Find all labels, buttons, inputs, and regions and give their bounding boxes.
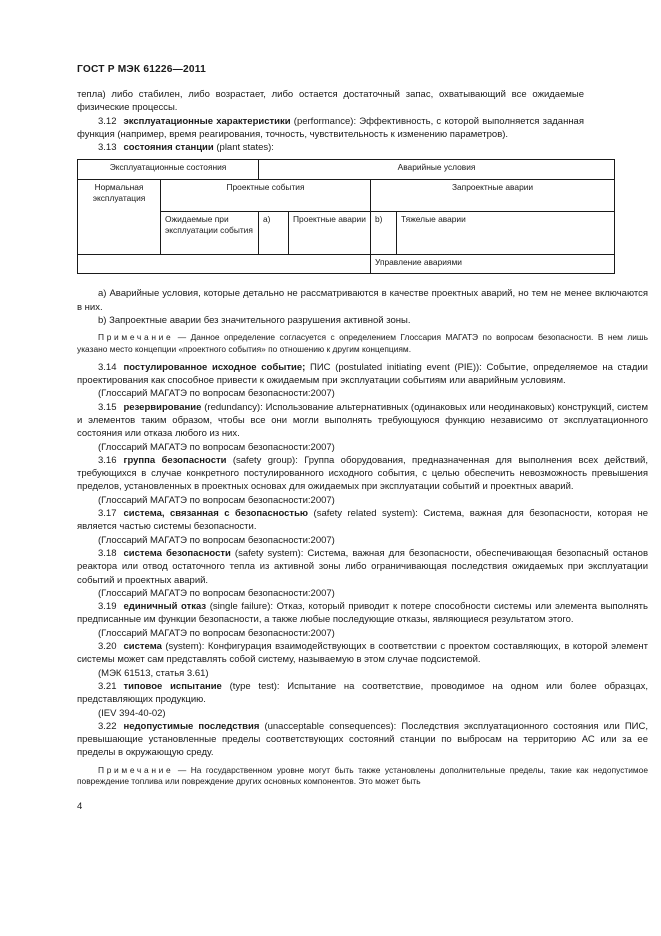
page-number: 4 [77, 801, 83, 813]
clause-number: 3.15 [98, 401, 117, 413]
cell-accident-conditions: Аварийные условия [259, 160, 615, 180]
note-1 [77, 332, 648, 355]
clause-number: 3.16 [98, 454, 117, 466]
cell-normal-operation: Нормальная эксплуатация [78, 180, 161, 255]
term-bold: эксплуатационные характеристики [123, 115, 291, 127]
paragraph-continuation: тепла) либо стабилен, либо возрастает, либо остается достаточный запас, охватывающий все ожидаемые физические процессы. [77, 89, 584, 114]
clause-number: 3.17 [98, 508, 117, 520]
definition-3-13 [77, 141, 584, 154]
definition-3-22 [77, 720, 648, 760]
definition-text: (plant states): [213, 142, 274, 154]
cell-accident-management: Управление авариями [371, 255, 615, 274]
term-bold: типовое испытание [123, 680, 222, 692]
lower-text-block [77, 287, 648, 788]
cell-footnote-b: b) [371, 212, 397, 255]
clause-number: 3.20 [98, 641, 117, 653]
term-bold: группа безопасности [123, 454, 227, 466]
definition-text: (redundancy): Использование альтернативных (одинаковых или неодинаковых) конструкций, систем и элементов таким образом, чтобы все они могли выполнять требующуюся функцию независимо от эксплуатационного состояния или отказа любого из них. [77, 401, 648, 440]
source-3-15: (Глоссарий МАГАТЭ по вопросам безопасности:2007) [98, 441, 335, 453]
source-3-21: (IEV 394-40-02) [98, 707, 166, 719]
clause-number: 3.18 [98, 547, 117, 559]
clause-number: 3.14 [98, 361, 117, 373]
cell-footnote-a: a) [259, 212, 289, 255]
definition-text: (single failure): Отказ, который приводит к потере способности системы или элемента выполнять предписанные им функции безопасности, а также любые последующие отказы, являющиеся результатом этого. [77, 601, 648, 626]
definition-3-21 [77, 680, 648, 707]
term-bold: система [123, 641, 162, 653]
definition-text: (type test): Испытание на соответствие, проводимое на одном или более образцах, представляющих продукцию. [77, 680, 648, 706]
note-2 [77, 765, 648, 788]
source-3-17: (Глоссарий МАГАТЭ по вопросам безопасности:2007) [98, 534, 335, 546]
clause-number: 3.12 [98, 115, 117, 127]
term-bold: состояния станции [123, 142, 214, 154]
term-bold: система, связанная с безопасностью [123, 508, 309, 520]
cell-design-events: Проектные события [161, 180, 371, 212]
plant-states-table [77, 159, 615, 274]
note-text: — Данное определение согласуется с определением Глоссария МАГАТЭ по вопросам безопасности. В нем лишь указано место концепции «проектного события» по отношению к другим концепциям. [77, 332, 648, 355]
document-title: ГОСТ Р МЭК 61226—2011 [77, 64, 206, 75]
cell-beyond-design-accidents: Запроектные аварии [371, 180, 615, 212]
source-3-16: (Глоссарий МАГАТЭ по вопросам безопасности:2007) [98, 494, 335, 506]
definition-text: ПИС (postulated initiating event (PIE)): Событие, определяемое на стадии проектирования как способное привести к ожидаемым при эксплуатации событиям или аварийным условиям. [77, 361, 648, 387]
definition-3-16 [77, 454, 648, 494]
definition-text: (performance): Эффективность, с которой выполняется заданная функция (например, время реагирования, точность, чувствительность к изменению параметров). [77, 115, 584, 140]
term-bold: резервирование [123, 401, 202, 413]
term-bold: единичный отказ [123, 601, 207, 613]
definition-text: (system): Конфигурация взаимодействующих в соответствии с проектом составляющих, в которой элемент системы может сам представлять собой систему, называемую в этом случае подсистемой. [77, 641, 648, 666]
definition-3-20 [77, 640, 648, 667]
cell-severe-accidents: Тяжелые аварии [397, 212, 615, 255]
term-bold: постулированное исходное событие; [123, 361, 306, 373]
note-text: — На государственном уровне могут быть также установлены дополнительные пределы, такие как недопустимое повреждение топлива или повреждение других основных компонентов. Это может быть [77, 764, 648, 787]
note-label: Примечание [98, 332, 174, 343]
note-label: Примечание [98, 764, 174, 775]
cell-design-accidents: Проектные аварии [289, 212, 371, 255]
definition-3-12 [77, 115, 584, 142]
source-3-19: (Глоссарий МАГАТЭ по вопросам безопасности:2007) [98, 627, 335, 639]
definition-text: (safety system): Система, важная для безопасности, обеспечивающая безопасный останов реактора или отвод остаточного тепла из активной зоны либо ограничивающая последствия ожидаемых при эксплуатации событий и проектных аварий. [77, 547, 649, 586]
source-3-18: (Глоссарий МАГАТЭ по вопросам безопасности:2007) [98, 587, 335, 599]
clause-number: 3.19 [98, 601, 117, 613]
cell-empty [78, 255, 371, 274]
definition-text: (unacceptable consequences): Последствия эксплуатационного состояния или ПИС, превышающие установленные пределы соответствующих состояний станции по выбросам на территорию АС или за ее пределы в окружающую среду. [77, 720, 648, 759]
definition-text: (safety related system): Система, важная для безопасности, которая не является частью системы безопасности. [77, 508, 648, 533]
clause-number: 3.13 [98, 142, 117, 154]
definition-3-18 [77, 547, 648, 587]
definition-3-15 [77, 401, 648, 441]
cell-anticipated-occurrences: Ожидаемые при эксплуатации события [161, 212, 259, 255]
definition-text: (safety group): Группа оборудования, предназначенная для выполнения всех действий, требующихся в случае конкретного постулированного исходного события, с целью обеспечить невозможность превышения пределов, установленных в проектных основах для ожидаемых при эксплуатации событий и проектных аварий. [77, 454, 648, 493]
definition-3-19 [77, 600, 648, 627]
definition-3-14 [77, 361, 648, 388]
term-bold: недопустимые последствия [123, 720, 260, 732]
term-bold: система безопасности [123, 547, 231, 559]
definition-3-17 [77, 507, 648, 534]
source-3-20: (МЭК 61513, статья 3.61) [98, 667, 209, 679]
cell-operational-states: Эксплуатационные состояния [78, 160, 259, 180]
footnote-b-text: b) Запроектные аварии без значительного разрушения активной зоны. [98, 315, 411, 327]
clause-number: 3.22 [98, 720, 117, 732]
upper-text-block [77, 88, 584, 154]
clause-number: 3.21 [98, 680, 117, 692]
source-3-14: (Глоссарий МАГАТЭ по вопросам безопасности:2007) [98, 388, 335, 400]
footnote-a-text: a) Аварийные условия, которые детально не рассматриваются в качестве проектных аварий, но тем не менее включаются в них. [77, 288, 648, 313]
